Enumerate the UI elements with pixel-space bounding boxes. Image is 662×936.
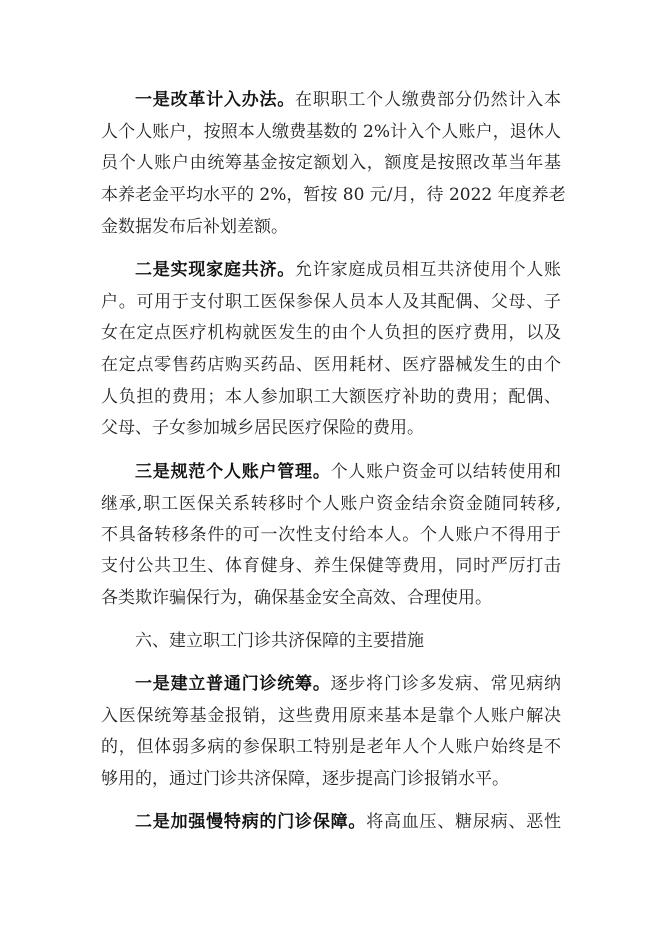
paragraph-line: [101, 385, 561, 409]
paragraph-line: [135, 672, 561, 696]
paragraph-text: 允许家庭成员相互共济使用个人账: [295, 260, 562, 280]
paragraph-line: [101, 353, 561, 377]
paragraph-text: 继承,职工医保关系转移时个人账户资金结余资金随同转移,: [101, 494, 561, 514]
paragraph-text: 户。可用于支付职工医保参保人员本人及其配偶、父母、子: [101, 292, 561, 312]
paragraph-line: [135, 460, 561, 484]
paragraph-line: [101, 735, 561, 759]
paragraph-line: [101, 321, 561, 345]
paragraph-text: 够用的，通过门诊共济保障，逐步提高门诊报销水平。: [101, 769, 509, 789]
section-heading: 六、建立职工门诊共济保障的主要措施: [135, 631, 424, 651]
paragraph-lead: 一是改革计入办法。: [135, 90, 296, 110]
paragraph-text: 本养老金平均水平的 2%，暂按 80 元/月，待 2022 年度养老: [101, 185, 566, 205]
paragraph-text: 父母、子女参加城乡居民医疗保险的费用。: [101, 418, 424, 438]
paragraph-line: [135, 810, 561, 834]
paragraph-line: [101, 215, 561, 239]
paragraph-text: 个人账户资金可以结转使用和: [330, 462, 562, 482]
paragraph-text: 人负担的费用；本人参加职工大额医疗补助的费用；配偶、: [101, 387, 561, 407]
paragraph-line: [101, 290, 561, 314]
paragraph-text: 将高血压、糖尿病、恶性: [366, 812, 562, 832]
paragraph-line: [135, 88, 561, 112]
paragraph-text: 女在定点医疗机构就医发生的由个人负担的医疗费用，以及: [101, 323, 561, 343]
paragraph-line: [101, 151, 561, 175]
paragraph-line: [101, 183, 566, 207]
paragraph-lead: 二是实现家庭共济。: [135, 260, 296, 280]
paragraph-lead: 三是规范个人账户管理。: [135, 462, 331, 482]
paragraph-text: 各类欺诈骗保行为，确保基金安全高效、合理使用。: [101, 588, 492, 608]
paragraph-text: 在定点零售药店购买药品、医用耗材、医疗器械发生的由个: [101, 355, 561, 375]
paragraph-text: 在职职工个人缴费部分仍然计入本: [295, 90, 562, 110]
paragraph-text: 入医保统筹基金报销，这些费用原来基本是靠个人账户解决: [101, 706, 561, 726]
paragraph-line: [101, 704, 561, 728]
paragraph-line: [101, 767, 561, 791]
paragraph-line: [101, 120, 561, 144]
paragraph-text: 金数据发布后补划差额。: [101, 217, 288, 237]
paragraph-lead: 一是建立普通门诊统筹。: [135, 674, 331, 694]
paragraph-line: [101, 416, 561, 440]
paragraph-text: 支付公共卫生、体育健身、养生保健等费用，同时严厉打击: [101, 556, 561, 576]
paragraph-text: 员个人账户由统筹基金按定额划入，额度是按照改革当年基: [101, 153, 561, 173]
paragraph-line: [101, 523, 561, 547]
paragraph-line: [101, 586, 561, 610]
paragraph-text: 不具备转移条件的可一次性支付给本人。个人账户不得用于: [101, 525, 561, 545]
paragraph-text: 的，但体弱多病的参保职工特别是老年人个人账户始终是不: [101, 737, 561, 757]
paragraph-line: [101, 554, 561, 578]
paragraph-line: [135, 258, 561, 282]
paragraph-lead: 二是加强慢特病的门诊保障。: [135, 812, 367, 832]
paragraph-line: [101, 492, 561, 516]
paragraph-text: 人个人账户，按照本人缴费基数的 2%计入个人账户，退休人: [101, 122, 561, 142]
paragraph-text: 逐步将门诊多发病、常见病纳: [330, 674, 562, 694]
